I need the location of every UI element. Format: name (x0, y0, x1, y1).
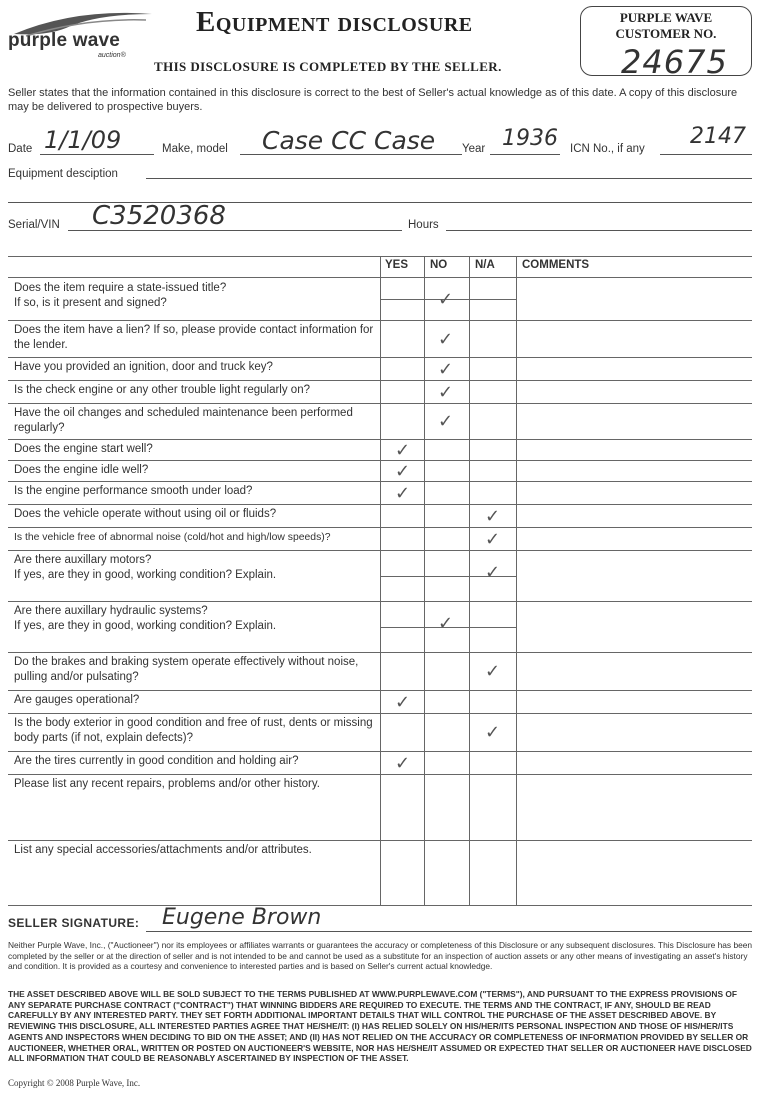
check-mark-no[interactable]: ✓ (438, 328, 454, 350)
header-no: NO (430, 259, 448, 271)
page-title: Equipment disclosure (196, 6, 473, 38)
question-text: Does the item require a state-issued title? If so, is it present and signed? (14, 282, 227, 309)
customer-number-box (580, 6, 752, 81)
question-text: Is the check engine or any other trouble light regularly on? (14, 384, 310, 396)
table-row-border (8, 460, 752, 461)
table-row-border (8, 380, 752, 381)
check-mark-yes[interactable]: ✓ (395, 439, 411, 461)
table-row-border (8, 601, 752, 602)
serial-vin-label: Serial/VIN (8, 219, 60, 231)
table-column-line-1 (424, 256, 425, 905)
question-text: List any special accessories/attachments and/or attributes. (14, 844, 312, 856)
customer-number-value[interactable]: 24675 (621, 43, 728, 81)
customer-box-line1: PURPLE WAVE (619, 10, 713, 25)
year-field[interactable]: 1936 (502, 126, 558, 151)
copyright-text: Copyright © 2008 Purple Wave, Inc. (8, 1078, 141, 1088)
check-mark-no[interactable]: ✓ (438, 381, 454, 403)
customer-box-line2: CUSTOMER NO. (615, 26, 717, 41)
check-mark-yes[interactable]: ✓ (395, 482, 411, 504)
check-mark-na[interactable]: ✓ (485, 528, 501, 550)
year-underline (490, 154, 560, 155)
logo-subtext: auction® (98, 52, 126, 59)
table-row-border (8, 774, 752, 775)
question-text: Does the engine idle well? (14, 464, 149, 476)
serial-vin-field[interactable]: C3520368 (92, 201, 226, 231)
check-mark-na[interactable]: ✓ (485, 661, 501, 682)
question-text: Please list any recent repairs, problems and/or other history. (14, 778, 320, 790)
table-column-line-2 (469, 256, 470, 905)
question-text: Does the engine start well? (14, 443, 153, 455)
date-field[interactable]: 1/1/09 (44, 126, 122, 154)
terms-text: THE ASSET DESCRIBED ABOVE WILL BE SOLD SUBJECT TO THE TERMS PUBLISHED AT WWW.PURPLEWAVE.COM ("TERMS"), AND PURSUANT TO THE EXPRESS PROVISIONS OF ANY SEPARATE PURCHASE CONTRACT ("CONTRACT") THAT WINNING BIDDERS ARE REQUIRED TO EXECUTE. THE TERMS AND THE CONTRACT, IF ANY, SHOULD BE READ CAREFULLY BY ANY INTERESTED PARTY. THEY SET FORTH ADDITIONAL IMPORTANT DETAILS THAT WILL CONTROL THE PURCHASE OF THE ASSET DESCRIBED ABOVE. BY REVIEWING THIS DISCLOSURE, ALL INTERESTED PARTIES AGREE THAT HE/SHE/IT: (I) HAS RELIED SOLELY ON HIS/HER/ITS PERSONAL INSPECTION AND THOSE OF HIS/HER/ITS AGENTS AND INSPECTORS WHEN DECIDING TO BID ON THE ASSET; AND (II) HAS NOT RELIED ON THE ACCURACY OR COMPLETENESS OF INFORMATION PROVIDED BY SELLER OR AUCTIONEER, WHETHER ORAL, WRITTEN OR POSTED ON AUCTIONEER'S WEBSITE, NOR HAS HE/SHE/IT ASSUMED OR EXPECTED THAT SELLER OR AUCTIONEER HAVE DISCLOSED ALL INFORMATION THAT COULD BE REASONABLY ASCERTAINED BY INSPECTION OF THE ASSET. (8, 989, 752, 1064)
question-text: Are there auxillary hydraulic systems? If yes, are they in good, working condition? Explain. (14, 605, 277, 632)
check-mark-no[interactable]: ✓ (438, 289, 454, 310)
hours-underline (446, 230, 752, 231)
check-mark-yes[interactable]: ✓ (395, 752, 411, 774)
icn-underline (660, 154, 752, 155)
table-row-border (8, 713, 752, 714)
question-text: Have you provided an ignition, door and truck key? (14, 361, 273, 373)
check-mark-na[interactable]: ✓ (485, 505, 501, 527)
logo-text: purple wave (8, 30, 121, 51)
hours-label: Hours (408, 219, 439, 231)
make-model-field[interactable]: Case CC Case (262, 126, 436, 155)
question-text: Does the item have a lien? If so, please provide contact information for the lender. (14, 324, 374, 351)
seller-signature-field[interactable]: Eugene Brown (162, 905, 322, 930)
table-row-border (8, 550, 752, 551)
question-text: Have the oil changes and scheduled maintenance been performed regularly? (14, 407, 353, 434)
purple-wave-logo (6, 6, 156, 64)
question-text: Is the vehicle free of abnormal noise (cold/hot and high/low speeds)? (14, 532, 331, 543)
check-mark-yes[interactable]: ✓ (395, 691, 411, 713)
table-row-border (8, 439, 752, 440)
table-column-line-0 (380, 256, 381, 905)
seller-statement: Seller states that the information contained in this disclosure is correct to the best of Seller's actual knowledge as of this date. A copy of this disclosure may be delivered to prospective buyers. (8, 87, 738, 113)
page-subtitle: THIS DISCLOSURE IS COMPLETED BY THE SELLER. (154, 59, 502, 74)
table-row-border (8, 527, 752, 528)
seller-signature-label: SELLER SIGNATURE: (8, 916, 140, 930)
table-row-border (8, 481, 752, 482)
check-mark-na[interactable]: ✓ (485, 562, 501, 583)
icn-field[interactable]: 2147 (690, 124, 746, 149)
question-text: Are the tires currently in good condition and holding air? (14, 755, 299, 767)
header-comments: COMMENTS (522, 259, 590, 271)
date-label: Date (8, 143, 33, 155)
question-text: Is the body exterior in good condition and free of rust, dents or missing body parts (if not, explain defects)? (14, 717, 373, 744)
table-row-border (8, 357, 752, 358)
make-model-label: Make, model (162, 143, 228, 155)
table-row-border (8, 652, 752, 653)
question-text: Are there auxillary motors? If yes, are they in good, working condition? Explain. (14, 554, 277, 581)
header-yes: YES (385, 259, 409, 271)
table-row-border (8, 751, 752, 752)
table-column-line-3 (516, 256, 517, 905)
question-text: Do the brakes and braking system operate effectively without noise, pulling and/or pulsating? (14, 656, 359, 683)
description-underline-1 (146, 178, 752, 179)
table-row-border (8, 905, 752, 906)
table-row-border (8, 504, 752, 505)
check-mark-yes[interactable]: ✓ (395, 460, 411, 482)
question-text: Are gauges operational? (14, 694, 140, 706)
question-text: Does the vehicle operate without using oil or fluids? (14, 508, 277, 520)
check-mark-no[interactable]: ✓ (438, 358, 454, 380)
signature-underline (146, 931, 752, 932)
check-mark-na[interactable]: ✓ (485, 722, 501, 743)
disclaimer-text: Neither Purple Wave, Inc., ("Auctioneer") nor its employees or affiliates warrants or guarantees the accuracy or completeness of this Disclosure or any subsequent disclosures. This Disclosure has been completed by the seller or at the direction of seller and is not intended to be and cannot be used as a substitute for an inspection of auction assets or any other means of investigating an asset's history and condition. It is provided as a courtesy and convenience to interested parties and is based on Seller's current actual knowledge. (8, 940, 753, 971)
year-label: Year (462, 143, 486, 155)
table-row-border (8, 320, 752, 321)
date-underline (40, 154, 154, 155)
equipment-description-label: Equipment desciption (8, 168, 118, 180)
check-mark-no[interactable]: ✓ (438, 613, 454, 634)
header-na: N/A (475, 259, 495, 271)
table-row-border (8, 403, 752, 404)
icn-label: ICN No., if any (570, 143, 645, 155)
table-row-border (8, 840, 752, 841)
question-text: Is the engine performance smooth under load? (14, 485, 253, 497)
check-mark-no[interactable]: ✓ (438, 411, 454, 432)
table-row-border (8, 690, 752, 691)
